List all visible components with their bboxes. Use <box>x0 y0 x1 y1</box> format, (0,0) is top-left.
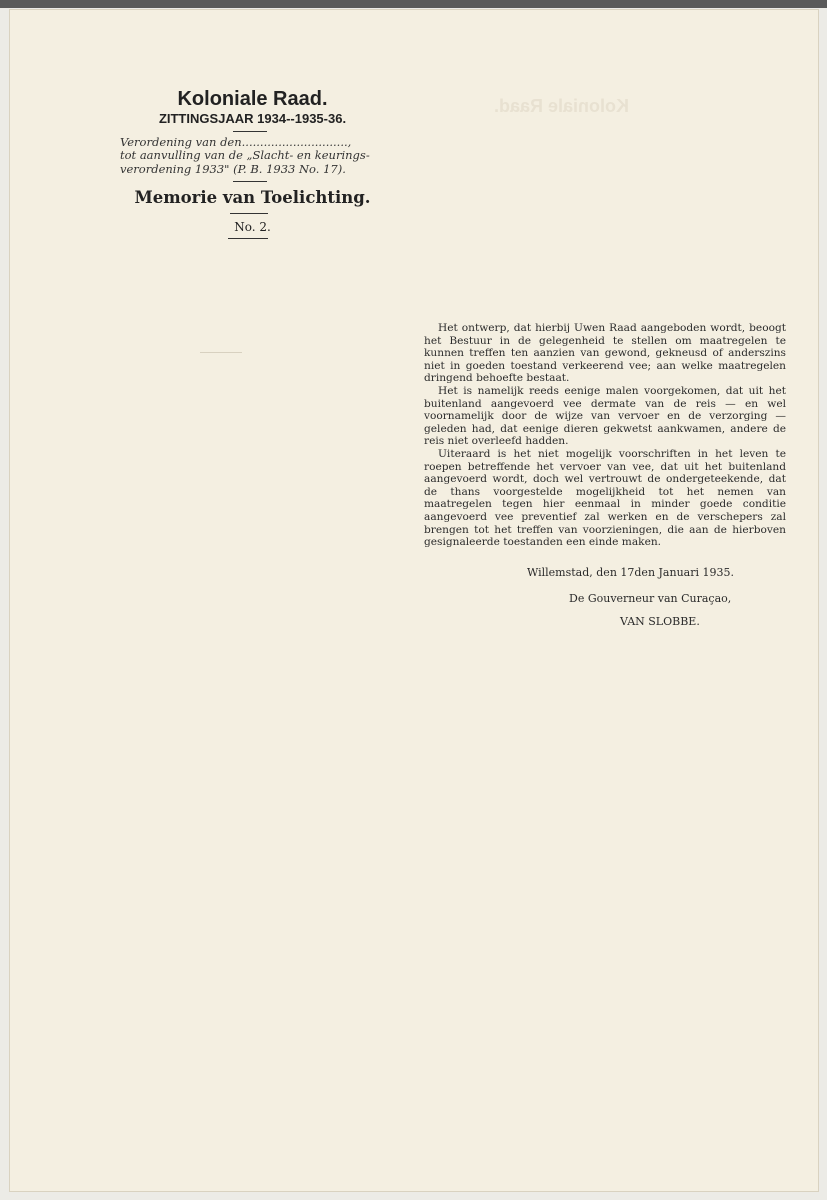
ordinance-line: Verordening van den............................., <box>120 135 352 149</box>
ordinance-line: verordening 1933" (P. B. 1933 No. 17). <box>120 161 346 176</box>
divider <box>233 131 267 132</box>
show-through-text: Koloniale Raad. <box>494 96 630 116</box>
paragraph: Het is namelijk reeds eenige malen voorgekomen, dat uit het buitenland aangevoerd vee dermate van de reis — en wel voornamelijk door de wijze van vervoer en de verzorging — geleden had, dat eenige dieren gekwetst aankwamen, andere de reis niet overleefd hadden. <box>424 384 786 448</box>
memorie-heading: Memorie van Toelichting. <box>134 188 371 207</box>
ordinance-line: tot aanvulling van de „Slacht- en keurings- <box>120 148 370 163</box>
ordinance-description <box>120 136 382 176</box>
document-number: No. 2. <box>234 220 271 234</box>
paragraph: Het ontwerp, dat hierbij Uwen Raad aangeboden wordt, beoogt het Bestuur in de gelegenheid te stellen om maatregelen te kunnen treffen ten aanzien van gewond, gekneusd of anderszins niet in goeden toestand verkeerend vee; aan welke maatregelen dringend behoefte bestaat. <box>424 322 786 385</box>
divider <box>230 213 268 214</box>
place-date: Willemstad, den 17den Januari 1935. <box>527 566 734 579</box>
signatory: VAN SLOBBE. <box>620 615 700 628</box>
explanatory-text <box>424 322 786 549</box>
paragraph: Uiteraard is het niet mogelijk voorschriften in het leven te roepen betreffende het vervoer van vee, dat uit het buitenland aangevoerd wordt, doch wel vertrouwt de ondergeteekende, dat de thans voorgestelde mogelijkheid tot het nemen van maatregelen tegen hier eenmaal in minder goede conditie aangevoerd vee preventief zal werken en de verschepers zal brengen tot het treffen van voorzieningen, die aan de hierboven gesignaleerde toestanden een einde maken. <box>424 447 786 549</box>
divider <box>228 238 268 239</box>
governor-title: De Gouverneur van Curaçao, <box>569 592 732 605</box>
council-title: Koloniale Raad. <box>177 88 328 110</box>
session-years: ZITTINGSJAAR 1934--1935-36. <box>158 111 347 126</box>
divider <box>233 181 267 182</box>
scan-border <box>0 0 827 8</box>
faint-mark <box>200 352 242 353</box>
